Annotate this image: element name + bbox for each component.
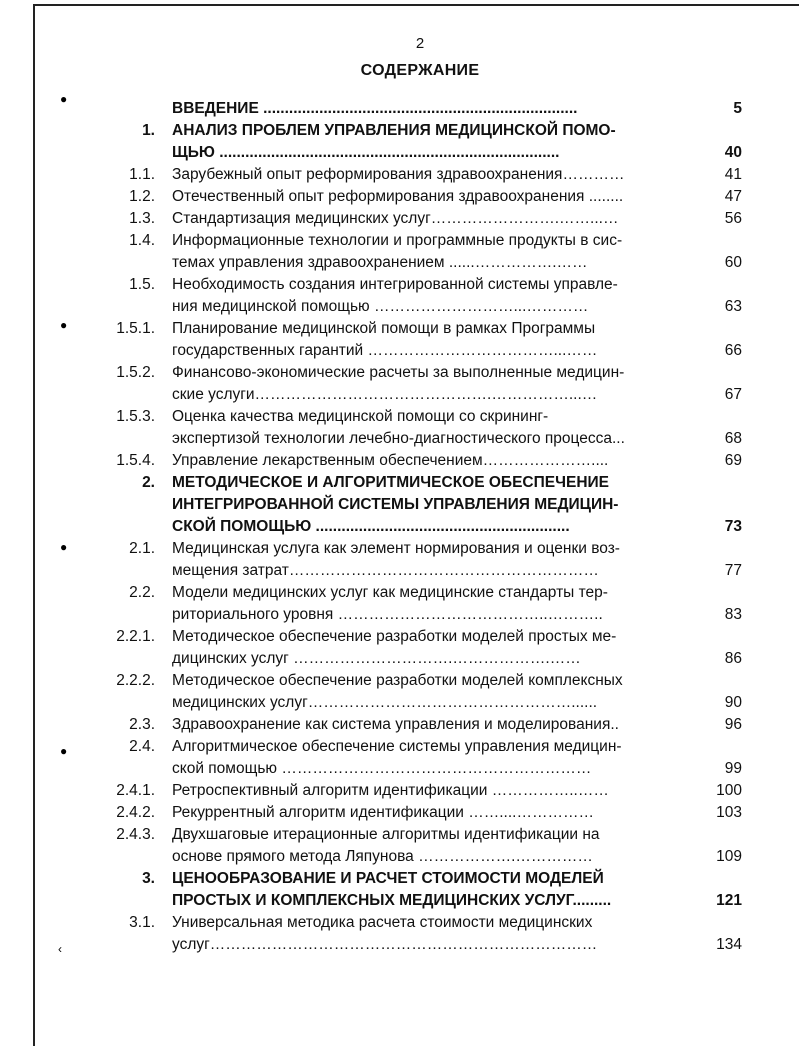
toc-entry-title (172, 868, 696, 912)
toc-entry-title (172, 406, 696, 450)
margin-dot: ● (60, 318, 68, 332)
toc-entry-title (172, 318, 696, 362)
margin-dot: ● (60, 92, 68, 106)
toc-entry (0, 912, 799, 956)
toc-entry-line: медицинских услуг……………………………………………...... (172, 694, 598, 711)
toc-entry-line: мещения затрат…………………………………………………… (172, 562, 599, 579)
toc-entry-number: 1. (142, 122, 155, 139)
toc-entry-title (172, 912, 696, 956)
toc-entry (0, 274, 799, 318)
toc-entry-line: ской помощью …………………………………………………… (172, 760, 592, 777)
toc-entry-page: 5 (733, 100, 742, 117)
toc-entry (0, 120, 799, 164)
toc-entry-title (172, 230, 696, 274)
toc-entry-title (172, 164, 696, 186)
page-number: 2 (415, 35, 425, 52)
toc-entry-page: 47 (724, 188, 742, 205)
toc-entry-line: темах управления здравоохранением ......…………….…… (172, 254, 588, 271)
toc-entry-title (172, 472, 696, 538)
toc-entry-line: риториального уровня …………………………………..……….. (172, 606, 603, 623)
toc-entry-line: Универсальная методика расчета стоимости медицинских (172, 914, 593, 931)
toc-entry-page: 103 (716, 804, 742, 821)
toc-entry-title (172, 538, 696, 582)
toc-entry-page: 68 (724, 430, 742, 447)
toc-entry-page: 77 (724, 562, 742, 579)
toc-entry-page: 66 (724, 342, 742, 359)
toc-entry (0, 670, 799, 714)
toc-entry-line: АНАЛИЗ ПРОБЛЕМ УПРАВЛЕНИЯ МЕДИЦИНСКОЙ ПОМО- (172, 122, 616, 139)
toc-entry-line: Модели медицинских услуг как медицинские стандарты тер- (172, 584, 608, 601)
toc-entry-line: Стандартизация медицинских услуг…………………….……...… (172, 210, 619, 227)
toc-entry-page: 83 (724, 606, 742, 623)
toc-entry (0, 230, 799, 274)
toc-entry-page: 109 (716, 848, 742, 865)
toc-entry-title (172, 824, 696, 868)
toc-entry-title (172, 626, 696, 670)
toc-entry-title (172, 186, 696, 208)
toc-entry-number: 1.5.1. (116, 320, 155, 337)
toc-entry-number: 3.1. (129, 914, 155, 931)
toc-entry-line: ВВЕДЕНИЕ ......................................................................... (172, 100, 578, 117)
margin-dot: ● (60, 540, 68, 554)
toc-entry (0, 714, 799, 736)
toc-entry-title (172, 362, 696, 406)
toc-entry (0, 582, 799, 626)
toc-entry-title (172, 274, 696, 318)
toc-entry-number: 2.4. (129, 738, 155, 755)
toc-entry-number: 2.4.2. (116, 804, 155, 821)
toc-entry (0, 538, 799, 582)
toc-entry (0, 164, 799, 186)
toc-entry-title (172, 736, 696, 780)
toc-entry (0, 472, 799, 538)
toc-entry (0, 406, 799, 450)
toc-entry-page: 134 (716, 936, 742, 953)
toc-entry-line: ния медицинской помощью ………………………...………… (172, 298, 589, 315)
toc-entry-line: Здравоохранение как система управления и моделирования.. (172, 716, 619, 733)
toc-entry-line: услуг………………………………………………………………… (172, 936, 598, 953)
toc-entry (0, 98, 799, 120)
toc-entry-line: Рекуррентный алгоритм идентификации ……....…………… (172, 804, 594, 821)
table-of-contents (0, 98, 799, 956)
toc-entry-line: СКОЙ ПОМОЩЬЮ ........................................................... (172, 518, 570, 535)
toc-entry-page: 99 (724, 760, 742, 777)
toc-entry-number: 1.5. (129, 276, 155, 293)
toc-entry-page: 56 (724, 210, 742, 227)
toc-entry-title (172, 670, 696, 714)
toc-entry (0, 868, 799, 912)
toc-entry-title (172, 582, 696, 626)
toc-entry-number: 1.4. (129, 232, 155, 249)
toc-entry-page: 60 (724, 254, 742, 271)
toc-entry-line: Алгоритмическое обеспечение системы управления медицин- (172, 738, 622, 755)
toc-entry (0, 802, 799, 824)
toc-entry-number: 2.3. (129, 716, 155, 733)
margin-dot: ‹ (58, 942, 62, 956)
toc-entry-line: Медицинская услуга как элемент нормирования и оценки воз- (172, 540, 620, 557)
toc-entry (0, 736, 799, 780)
toc-entry-line: Финансово-экономические расчеты за выполненные медицин- (172, 364, 625, 381)
toc-entry-line: Двухшаговые итерационные алгоритмы идентификации на (172, 826, 600, 843)
toc-entry-line: ЦЕНООБРАЗОВАНИЕ И РАСЧЕТ СТОИМОСТИ МОДЕЛЕЙ (172, 870, 604, 887)
toc-entry-number: 1.5.2. (116, 364, 155, 381)
toc-entry-number: 1.2. (129, 188, 155, 205)
toc-entry-number: 1.5.3. (116, 408, 155, 425)
toc-entry-number: 1.3. (129, 210, 155, 227)
toc-entry-title (172, 802, 696, 824)
toc-entry-page: 69 (724, 452, 742, 469)
toc-entry (0, 318, 799, 362)
toc-entry-line: Отечественный опыт реформирования здравоохранения ........ (172, 188, 624, 205)
toc-entry-page: 96 (724, 716, 742, 733)
toc-entry (0, 780, 799, 802)
toc-entry-number: 1.5.4. (116, 452, 155, 469)
toc-entry-line: дицинских услуг ………………………….……………….…… (172, 650, 581, 667)
toc-entry-line: Информационные технологии и программные продукты в сис- (172, 232, 623, 249)
toc-entry-line: Методическое обеспечение разработки моделей простых ме- (172, 628, 617, 645)
toc-entry-number: 2.4.3. (116, 826, 155, 843)
toc-entry-number: 2.1. (129, 540, 155, 557)
toc-entry-line: ские услуги……………………………………….……………...… (172, 386, 598, 403)
toc-entry-number: 3. (142, 870, 155, 887)
toc-entry-line: Ретроспективный алгоритм идентификации ……………..…… (172, 782, 609, 799)
toc-entry (0, 362, 799, 406)
toc-entry-title (172, 450, 696, 472)
toc-entry-line: экспертизой технологии лечебно-диагностического процесса... (172, 430, 625, 447)
toc-entry-number: 2.2. (129, 584, 155, 601)
toc-entry-title (172, 120, 696, 164)
toc-entry-page: 73 (724, 518, 742, 535)
toc-entry (0, 208, 799, 230)
toc-entry-page: 41 (724, 166, 742, 183)
toc-entry-line: ИНТЕГРИРОВАННОЙ СИСТЕМЫ УПРАВЛЕНИЯ МЕДИЦИН- (172, 496, 619, 513)
toc-entry-line: Управление лекарственным обеспечением………………….... (172, 452, 609, 469)
toc-entry-line: основе прямого метода Ляпунова ……………….…………… (172, 848, 593, 865)
toc-entry-line: ЩЬЮ ............................................................................... (172, 144, 560, 161)
margin-dot: ● (60, 744, 68, 758)
toc-entry-title (172, 98, 696, 120)
toc-entry (0, 186, 799, 208)
toc-entry (0, 450, 799, 472)
toc-entry-title (172, 208, 696, 230)
toc-entry-line: МЕТОДИЧЕСКОЕ И АЛГОРИТМИЧЕСКОЕ ОБЕСПЕЧЕНИЕ (172, 474, 609, 491)
toc-entry-line: Планирование медицинской помощи в рамках Программы (172, 320, 596, 337)
toc-entry-number: 2.4.1. (116, 782, 155, 799)
toc-entry-page: 86 (724, 650, 742, 667)
toc-entry-line: Зарубежный опыт реформирования здравоохранения………… (172, 166, 625, 183)
toc-entry-line: ПРОСТЫХ И КОМПЛЕКСНЫХ МЕДИЦИНСКИХ УСЛУГ......... (172, 892, 612, 909)
toc-entry-page: 40 (724, 144, 742, 161)
toc-entry-page: 90 (724, 694, 742, 711)
toc-entry-page: 67 (724, 386, 742, 403)
toc-entry-number: 2. (142, 474, 155, 491)
toc-entry-title (172, 780, 696, 802)
toc-entry-page: 100 (716, 782, 742, 799)
toc-entry-line: Методическое обеспечение разработки моделей комплексных (172, 672, 623, 689)
toc-entry-page: 63 (724, 298, 742, 315)
toc-entry-number: 2.2.2. (116, 672, 155, 689)
toc-entry-number: 2.2.1. (116, 628, 155, 645)
toc-entry-number: 1.1. (129, 166, 155, 183)
toc-entry-line: Необходимость создания интегрированной системы управле- (172, 276, 618, 293)
toc-entry-line: государственных гарантий ………………………………...…… (172, 342, 598, 359)
toc-entry (0, 626, 799, 670)
page-title: СОДЕРЖАНИЕ (360, 62, 480, 79)
toc-entry-line: Оценка качества медицинской помощи со скрининг- (172, 408, 549, 425)
toc-entry (0, 824, 799, 868)
toc-entry-page: 121 (716, 892, 742, 909)
toc-entry-title (172, 714, 696, 736)
